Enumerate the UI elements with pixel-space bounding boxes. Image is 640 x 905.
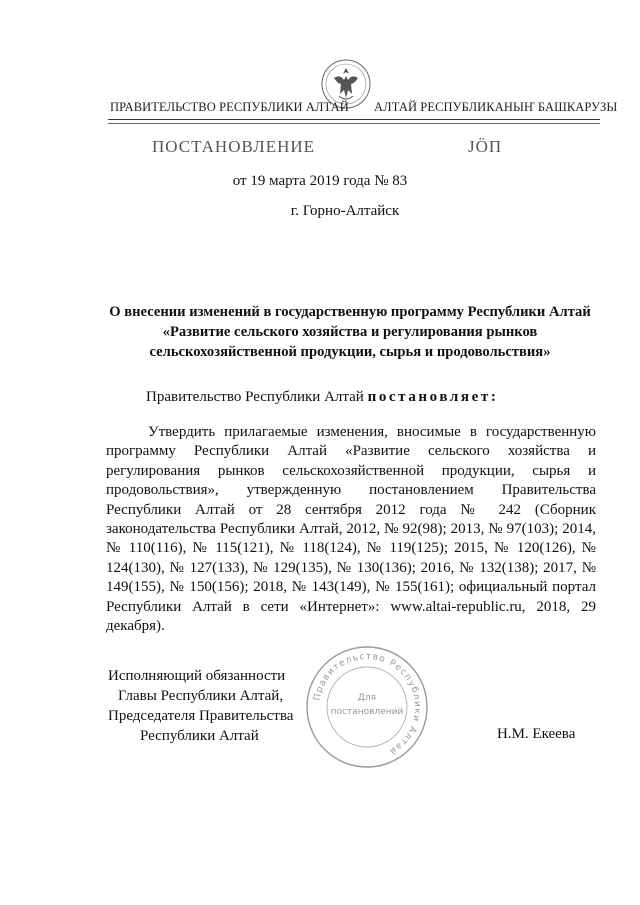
decree-verb: постановляет: (367, 389, 499, 405)
decree-subject: Правительство Республики Алтай (146, 389, 364, 405)
document-body: Утвердить прилагаемые изменения, вносимые в государственную программу Республики Алтай «Развитие сельского хозяйства и регулирования рынков сельскохозяйственной продукции, сырья и продовольствия», утвержденную постановлением Правительства Республики Алтай от 28 сентября 2012 года № 242 (Сборник законодательства Республики Алтай, 2012, № 92(98); 2013, № 97(103); 2014, № 110(116), № 115(121), № 118(124), № 119(125); 2015, № 120(126), № 124(130), № 127(133), № 129(135), № 130(136); 2016, № 132(138); 2017, № 149(155), № 150(156); 2018, № 143(149), № 155(161); официальный портал Республики Алтай в сети «Интернет»: www.altai-republic.ru, 2018, 29 декабря). (106, 424, 596, 635)
svg-text:Для: Для (357, 693, 377, 703)
government-name-alt: АЛТАЙ РЕСПУБЛИКАНЫҤ БАШКАРУЗЫ (374, 100, 618, 114)
government-name-ru: ПРАВИТЕЛЬСТВО РЕСПУБЛИКИ АЛТАЙ (110, 100, 349, 114)
document-title: О внесении изменений в государственную программу Республики Алтай «Развитие сельского хозяйства и регулирования рынков сельскохозяйственной продукции, сырья и продовольствия» (109, 304, 591, 360)
svg-text:Правительство Республики Алтай: Правительство Республики Алтай (312, 651, 423, 757)
position-line: Исполняющий обязанности (108, 668, 286, 684)
position-line: Республики Алтай (140, 728, 259, 744)
signature-position (108, 666, 293, 746)
position-line: Председателя Правительства (108, 708, 294, 724)
document-city: г. Горно-Алтайск (290, 203, 400, 219)
doc-type-ru: ПОСТАНОВЛЕНИЕ (152, 137, 316, 156)
official-seal-stamp (304, 644, 430, 770)
svg-text:постановлений: постановлений (330, 707, 404, 717)
position-line: Главы Республики Алтай, (118, 688, 284, 704)
header-rule (108, 119, 600, 120)
doc-type-alt: ЈӦП (468, 137, 503, 156)
document-date: от 19 марта 2019 года № 83 (232, 173, 408, 189)
signer-name: Н.М. Екеева (497, 726, 576, 742)
header-rule-thin (108, 123, 600, 124)
decree-line (146, 389, 498, 406)
